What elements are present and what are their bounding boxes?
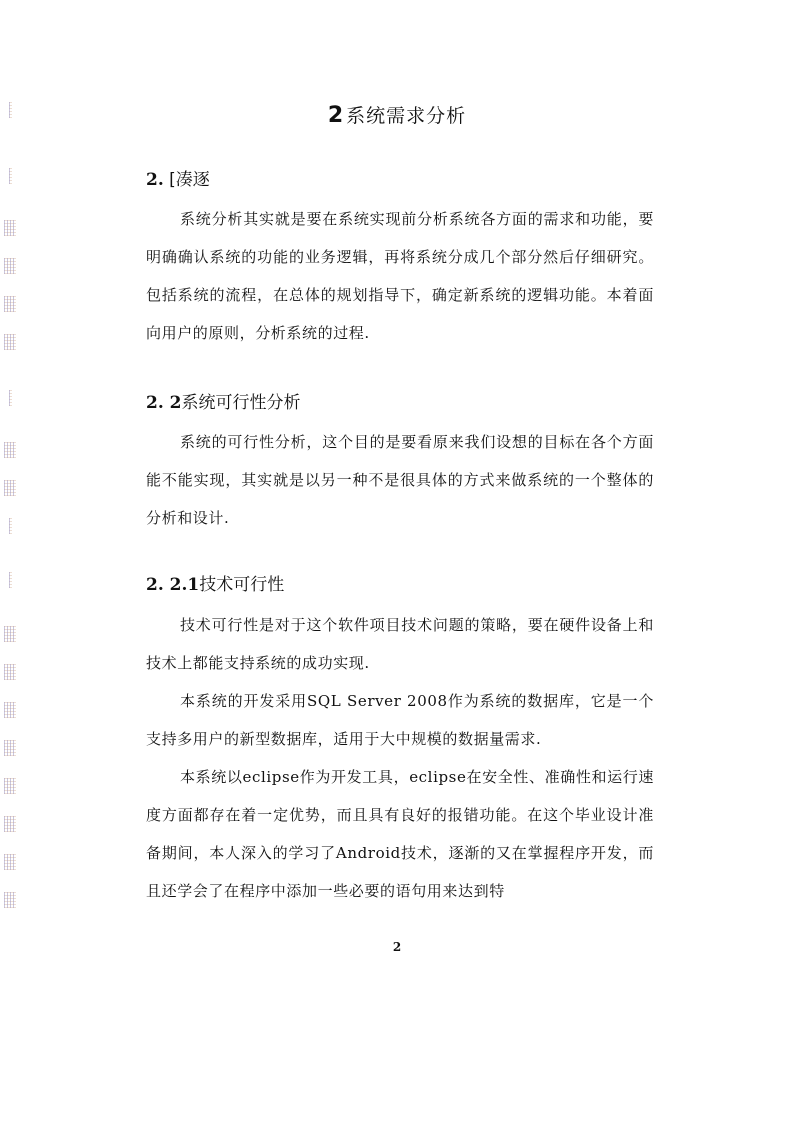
paragraph: 系统的可行性分析，这个目的是要看原来我们设想的目标在各个方面能不能实现，其实就是以另一种不是很具体的方式来做系统的一个整体的分析和设计.: [146, 433, 654, 527]
margin-artifact: [4, 778, 16, 794]
margin-artifact: [4, 816, 16, 832]
section-heading: [146, 570, 284, 595]
margin-artifact: [4, 480, 16, 496]
paragraph: 本系统以eclipse作为开发工具，eclipse在安全性、准确性和运行速度方面都存在着一定优势，而且具有良好的报错功能。在这个毕业设计准备期间，本人深入的学习了Android技术，逐渐的又在掌握程序开发，而且还学会了在程序中添加一些必要的语句用来达到特: [146, 768, 654, 900]
section-title: 系统可行性分析: [181, 393, 301, 413]
section-number: 2.: [146, 170, 164, 190]
margin-artifact: [9, 390, 12, 406]
margin-artifact: [9, 168, 12, 184]
section-heading: [146, 165, 210, 190]
chapter-title-text: 系统需求分析: [346, 105, 467, 127]
margin-artifact: [4, 442, 16, 458]
margin-artifact: [4, 854, 16, 870]
section-number: 2. 2: [146, 393, 182, 413]
page-number: 2: [392, 940, 402, 954]
margin-artifact: [9, 572, 12, 588]
section-heading: [146, 388, 301, 413]
margin-artifact: [4, 740, 16, 756]
section-title: [凑逐: [169, 170, 210, 190]
paragraph: 本系统的开发采用SQL Server 2008作为系统的数据库，它是一个支持多用户的新型数据库，适用于大中规模的数据量需求.: [146, 692, 654, 748]
margin-artifact: [4, 334, 16, 350]
margin-artifact: [4, 892, 16, 908]
section-title: 技术可行性: [199, 575, 285, 595]
paragraph: 系统分析其实就是要在系统实现前分析系统各方面的需求和功能，要明确确认系统的功能的业务逻辑，再将系统分成几个部分然后仔细研究。包括系统的流程，在总体的规划指导下，确定新系统的逻辑功能。本着面向用户的原则，分析系统的过程.: [146, 210, 654, 342]
margin-artifact: [4, 296, 16, 312]
chapter-title: [0, 101, 794, 128]
margin-artifact: [4, 664, 16, 680]
margin-artifact: [4, 220, 16, 236]
margin-artifact: [4, 702, 16, 718]
section-number: 2. 2.1: [146, 575, 200, 595]
margin-artifact: [4, 258, 16, 274]
margin-artifact: [9, 518, 12, 534]
margin-artifact: [4, 626, 16, 642]
paragraph: 技术可行性是对于这个软件项目技术问题的策略，要在硬件设备上和技术上都能支持系统的成功实现.: [146, 616, 654, 672]
chapter-number: 2: [327, 103, 345, 128]
